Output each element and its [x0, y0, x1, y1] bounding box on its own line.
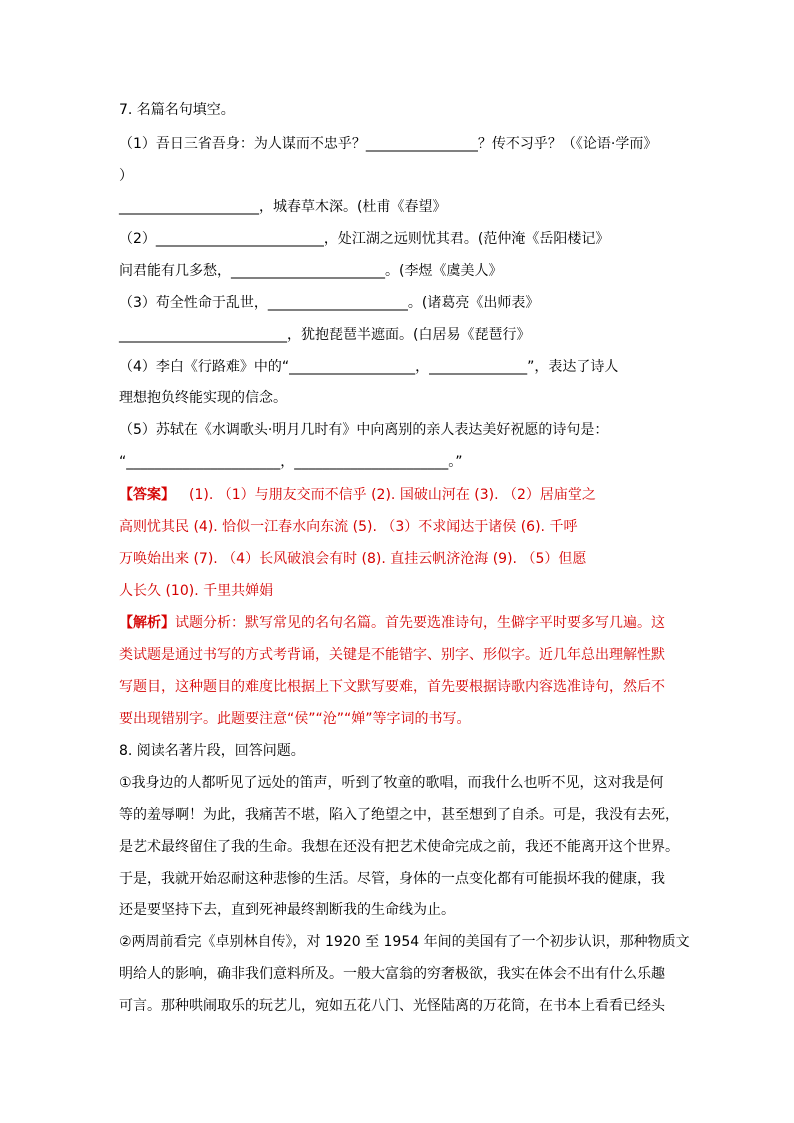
q7-part3-line1: （3）苟全性命于乱世，____________________。(诸葛亮《出师表》: [119, 295, 540, 311]
q8-excerpt2-line2: 明给人的影响，确非我们意料所及。一般大富翁的穷奢极欲，我实在体会不出有什么乐趣: [119, 966, 665, 982]
answer-line3: 万唤始出来 (7). （4）长风破浪会有时 (8). 直挂云帆济沧海 (9). （5）但愿: [119, 551, 587, 567]
analysis-line3: 写题目，这种题目的难度比根据上下文默写要难，首先要根据诗歌内容选准诗句，然后不: [119, 679, 665, 695]
answer-line2: 高则忧其民 (4). 恰似一江春水向东流 (5). （3）不求闻达于诸侯 (6). 千呼: [119, 519, 578, 535]
answer-line4: 人长久 (10). 千里共婵娟: [119, 583, 274, 599]
answer-text-1: (1). （1）与朋友交而不信乎 (2). 国破山河在 (3). （2）居庙堂之: [189, 487, 596, 503]
q7-part4-line2: 理想抱负终能实现的信念。: [119, 390, 287, 406]
q7-part4-line1: （4）李白《行路难》中的“__________________，______________”，表达了诗人: [119, 359, 619, 375]
analysis-line4: 要出现错别字。此题要注意“侯”“沧”“婵”等字词的书写。: [119, 711, 471, 727]
q7-part5-line1: （5）苏轼在《水调歌头·明月几时有》中向离别的亲人表达美好祝愿的诗句是：: [119, 422, 609, 438]
q8-excerpt1-line1: ①我身边的人都听见了远处的笛声，听到了牧童的歌唱，而我什么也听不见，这对我是何: [119, 775, 664, 791]
q7-part2-line1: （2）________________________，处江湖之远则忧其君。(范仲淹《岳阳楼记》: [119, 231, 610, 247]
q7-title: 7. 名篇名句填空。: [119, 102, 235, 118]
analysis-label: 【解析】: [119, 615, 175, 631]
analysis-text-1: 试题分析：默写常见的名句名篇。首先要选准诗句，生僻字平时要多写几遍。这: [175, 615, 665, 631]
q8-excerpt2-line1: ②两周前看完《卓别林自传》，对 1920 至 1954 年间的美国有了一个初步认识，那种物质文: [119, 934, 690, 950]
q8-excerpt1-line5: 还是要坚持下去，直到死神最终割断我的生命线为止。: [119, 902, 455, 918]
q8-excerpt1-line2: 等的羞辱啊！为此，我痛苦不堪，陷入了绝望之中，甚至想到了自杀。可是，我没有去死，: [119, 807, 679, 823]
answer-label: 【答案】: [119, 487, 175, 503]
q7-part1-line2: ____________________，城春草木深。(杜甫《春望》: [119, 199, 447, 215]
answer-line1: [119, 485, 679, 505]
q8-excerpt1-line4: 于是，我就开始忍耐这种悲惨的生活。尽管，身体的一点变化都有可能损坏我的健康，我: [119, 871, 665, 887]
q8-title: 8. 阅读名著片段，回答问题。: [119, 743, 305, 759]
q8-excerpt2-line3: 可言。那种哄闹取乐的玩艺儿，宛如五花八门、光怪陆离的万花筒，在书本上看看已经头: [119, 998, 665, 1014]
q7-part3-line2: ________________________，犹抱琵琶半遮面。(白居易《琵琶行》: [119, 327, 531, 343]
q7-part2-line2: 问君能有几多愁，______________________。(李煜《虞美人》: [119, 263, 503, 279]
q7-part1-line: （1）吾日三省吾身：为人谋而不忠乎？________________？传不习乎？（《论语·学而》: [119, 136, 658, 152]
analysis-line2: 类试题是通过书写的方式考背诵，关键是不能错字、别字、形似字。近几年总出理解性默: [119, 647, 665, 663]
q7-part1-line-cont: ）: [119, 168, 133, 184]
q8-excerpt1-line3: 是艺术最终留住了我的生命。我想在还没有把艺术使命完成之前，我还不能离开这个世界。: [119, 839, 679, 855]
q7-part5-line2: “______________________，______________________。”: [119, 454, 463, 470]
analysis-line1: [119, 613, 679, 633]
